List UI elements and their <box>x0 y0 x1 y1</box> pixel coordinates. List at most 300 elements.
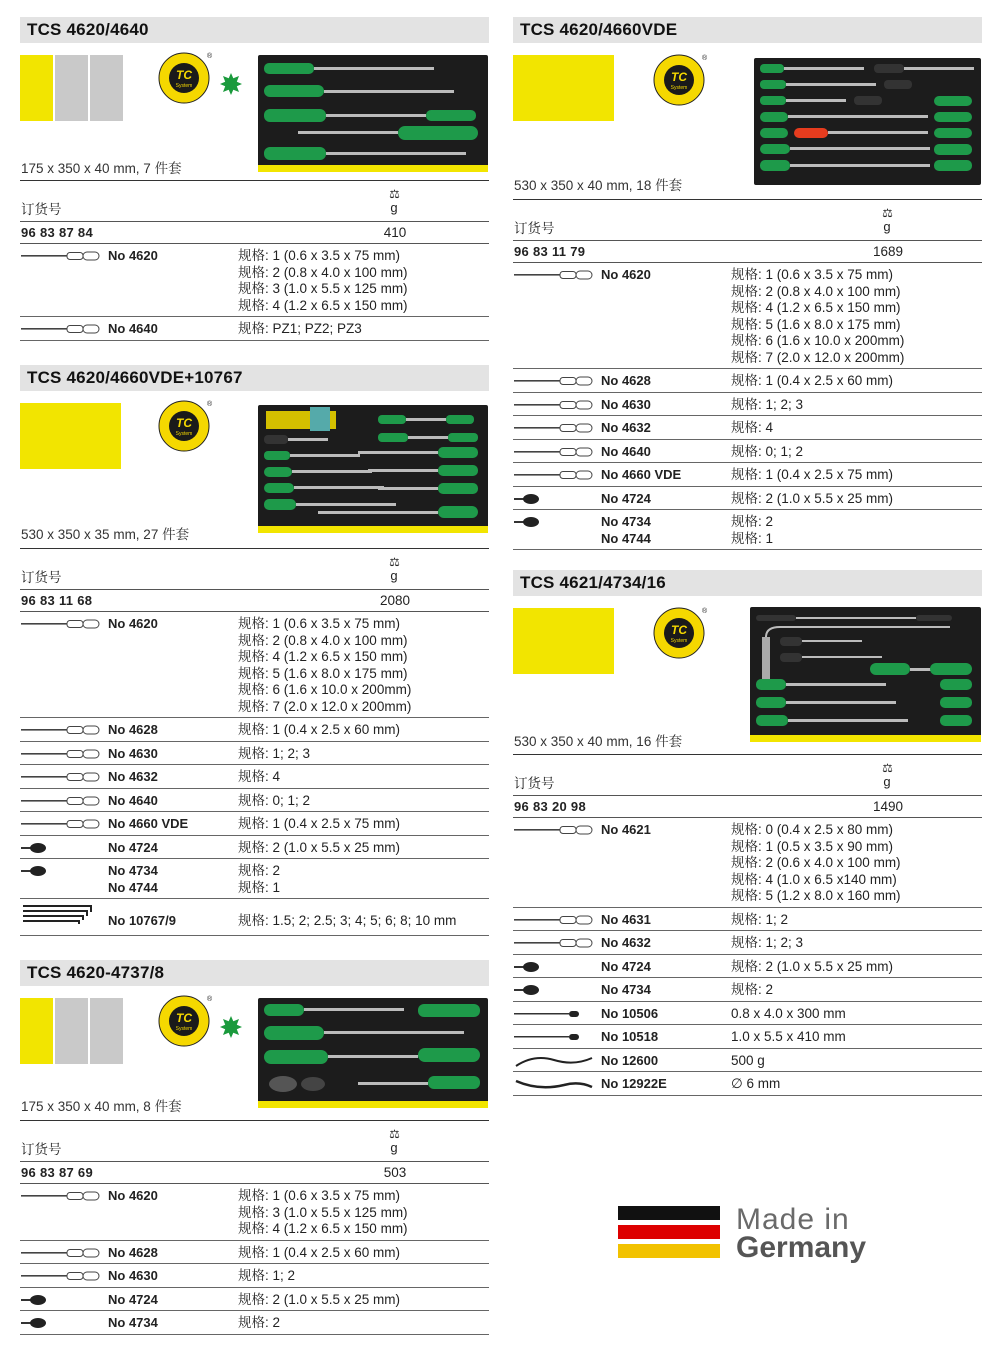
section-title: TCS 4620/4660VDE <box>513 17 982 43</box>
order-table <box>513 199 982 550</box>
item-number <box>601 1029 658 1046</box>
color-swatches <box>513 55 616 121</box>
tool-icon <box>21 1293 101 1307</box>
section-tcs-4620-4640 <box>20 17 489 336</box>
spec-line: 500 g <box>731 1052 765 1068</box>
table-row <box>513 440 982 464</box>
svg-text:®: ® <box>207 401 213 408</box>
table-row <box>513 818 982 908</box>
order-number-label: 订货号 <box>514 221 555 236</box>
table-row <box>20 612 489 718</box>
flag-stripe-gold <box>618 1244 720 1258</box>
spec-line: 规格: 4 (1.0 x 6.5 x140 mm) <box>731 871 897 887</box>
table-row <box>20 742 489 766</box>
spec-line: 规格: 4 (1.2 x 6.5 x 150 mm) <box>238 649 408 664</box>
item-number-line: No 4744 <box>601 530 651 546</box>
green-star-icon <box>220 73 242 95</box>
table-row <box>20 317 489 341</box>
item-specs <box>731 514 982 547</box>
section-title: TCS 4621/4734/16 <box>513 570 982 596</box>
unit-text: g <box>390 568 398 583</box>
table-row <box>513 416 982 440</box>
swatch-grey <box>55 55 88 121</box>
spec-line: 规格: 2 (0.8 x 4.0 x 100 mm) <box>238 264 408 280</box>
dimensions-text: 175 x 350 x 40 mm, 8 件套 <box>21 1099 182 1114</box>
item-specs <box>238 1315 489 1332</box>
table-row <box>513 263 982 369</box>
item-number <box>601 935 651 952</box>
weight-value: 410 <box>383 225 407 240</box>
table-row <box>20 1311 489 1335</box>
table-row <box>20 718 489 742</box>
item-specs <box>731 935 982 952</box>
item-number <box>601 514 651 547</box>
dimensions-text: 175 x 350 x 40 mm, 7 件套 <box>21 161 182 176</box>
item-number <box>601 373 651 390</box>
tool-icon <box>21 864 101 878</box>
tool-icon <box>514 492 594 506</box>
item-number <box>108 248 158 265</box>
table-row <box>20 1241 489 1265</box>
item-number <box>108 913 176 930</box>
spec-line: 规格: 1 (0.6 x 3.5 x 75 mm) <box>238 248 401 263</box>
tool-icon <box>514 960 594 974</box>
tool-icon <box>514 823 594 837</box>
spec-line: 规格: 1 (0.6 x 3.5 x 75 mm) <box>238 1188 401 1203</box>
item-number-line: No 4621 <box>601 822 651 837</box>
item-number <box>601 1076 667 1093</box>
order-number: 96 83 87 69 <box>21 1165 93 1180</box>
swatch-yellow <box>513 55 614 121</box>
order-number-label: 订货号 <box>21 1142 62 1157</box>
order-number: 96 83 20 98 <box>514 799 586 814</box>
table-row <box>20 244 489 317</box>
item-number-line: No 4734 <box>601 514 651 529</box>
spec-line: 规格: 2 (0.8 x 4.0 x 100 mm) <box>731 283 901 299</box>
item-specs <box>238 321 489 338</box>
green-star-icon <box>220 1016 242 1038</box>
weight-value: 1689 <box>872 244 904 259</box>
tc-system-badge-icon <box>158 995 213 1047</box>
item-number <box>601 959 651 976</box>
scale-icon: ⚖ <box>882 206 892 220</box>
item-specs <box>731 491 982 508</box>
item-number <box>108 1315 158 1332</box>
item-number <box>601 420 651 437</box>
spec-line: 规格: 1.5; 2; 2.5; 3; 4; 5; 6; 8; 10 mm <box>238 913 457 928</box>
item-specs <box>238 1292 489 1309</box>
spec-line: 规格: 7 (2.0 x 12.0 x 200mm) <box>238 698 412 714</box>
item-number-line: No 12600 <box>601 1052 659 1068</box>
table-row <box>20 1184 489 1241</box>
item-specs <box>238 863 489 896</box>
color-swatches <box>20 55 125 121</box>
order-row <box>20 1162 489 1184</box>
item-number-line: No 4630 <box>108 745 158 761</box>
item-number <box>108 1268 158 1285</box>
item-specs <box>238 769 489 786</box>
table-row <box>513 393 982 417</box>
table-header <box>513 200 982 241</box>
svg-text:®: ® <box>702 55 708 62</box>
item-number-line: No 4620 <box>108 248 158 263</box>
item-number <box>601 491 651 508</box>
item-specs <box>238 793 489 810</box>
spec-line: 规格: 2 <box>731 982 774 997</box>
tool-icon <box>21 723 101 737</box>
order-row <box>20 590 489 612</box>
table-row <box>513 908 982 932</box>
order-number: 96 83 11 68 <box>21 593 93 608</box>
table-row <box>20 812 489 836</box>
order-row <box>513 241 982 263</box>
spec-line: 规格: 4 (1.2 x 6.5 x 150 mm) <box>238 1221 408 1236</box>
table-header <box>20 1121 489 1162</box>
badge-tc-text: TC <box>176 416 192 430</box>
spec-line: 规格: 2 (1.0 x 5.5 x 25 mm) <box>731 958 894 974</box>
product-photo <box>258 405 488 533</box>
item-number-line: No 4734 <box>601 982 651 997</box>
spec-line: 规格: 5 (1.6 x 8.0 x 175 mm) <box>238 665 408 681</box>
tool-icon <box>21 1189 101 1203</box>
item-number <box>601 267 651 284</box>
table-row <box>513 463 982 487</box>
weight-unit <box>875 206 899 234</box>
tool-icon <box>21 1246 101 1260</box>
dimensions-text: 530 x 350 x 40 mm, 18 件套 <box>514 178 683 193</box>
tool-icon <box>514 936 594 950</box>
item-specs <box>238 746 489 763</box>
item-number <box>601 982 651 999</box>
table-row <box>513 1025 982 1049</box>
order-number-label: 订货号 <box>21 570 62 585</box>
table-row <box>20 789 489 813</box>
spec-line: 规格: 7 (2.0 x 12.0 x 200mm) <box>731 349 905 365</box>
item-number-line: No 4724 <box>108 839 158 855</box>
spec-line: 规格: 1 (0.4 x 2.5 x 75 mm) <box>731 467 894 482</box>
table-row <box>513 955 982 979</box>
item-number-line: No 10506 <box>601 1005 659 1021</box>
spec-line: 规格: 2 <box>238 863 281 878</box>
tool-icon <box>21 249 101 263</box>
item-number <box>108 816 188 833</box>
spec-line: 规格: 1 (0.4 x 2.5 x 60 mm) <box>238 722 401 737</box>
swatch-grey <box>90 998 123 1064</box>
item-specs <box>731 1076 982 1093</box>
tool-icon <box>21 322 101 336</box>
table-header <box>20 181 489 222</box>
order-row <box>513 796 982 818</box>
item-specs <box>731 1006 982 1023</box>
flag-stripe-red <box>618 1225 720 1239</box>
item-number-line: No 10767/9 <box>108 913 176 928</box>
tool-icon <box>514 1077 594 1091</box>
tool-icon <box>21 1269 101 1283</box>
spec-line: 规格: PZ1; PZ2; PZ3 <box>238 321 362 336</box>
tool-icon <box>514 374 594 388</box>
table-row <box>513 931 982 955</box>
order-row <box>20 222 489 244</box>
dimensions-text: 530 x 350 x 40 mm, 16 件套 <box>514 734 683 749</box>
item-number <box>108 722 158 739</box>
item-number <box>108 321 158 338</box>
weight-value: 1490 <box>872 799 904 814</box>
table-header <box>20 549 489 590</box>
item-number-line: No 4620 <box>108 1188 158 1203</box>
tool-icon <box>514 913 594 927</box>
item-number <box>601 1006 658 1023</box>
item-specs <box>238 903 489 930</box>
dimensions-text: 530 x 350 x 35 mm, 27 件套 <box>21 527 190 542</box>
product-photo <box>258 998 488 1108</box>
spec-line: 规格: 3 (1.0 x 5.5 x 125 mm) <box>238 1204 408 1220</box>
item-number-line: No 4632 <box>601 935 651 950</box>
unit-text: g <box>883 219 891 234</box>
item-number <box>601 822 651 839</box>
section-title: TCS 4620/4660VDE+10767 <box>20 365 489 391</box>
table-row <box>20 765 489 789</box>
item-number-line: No 4744 <box>108 879 158 895</box>
tool-icon <box>21 747 101 761</box>
spec-line: 规格: 1 (0.5 x 3.5 x 90 mm) <box>731 838 894 854</box>
item-specs <box>731 822 982 905</box>
item-number-line: No 4640 <box>108 321 158 336</box>
item-number <box>108 793 158 810</box>
order-table <box>513 754 982 1096</box>
item-number <box>108 1245 158 1262</box>
table-header <box>513 755 982 796</box>
tool-icon <box>514 268 594 282</box>
section-title: TCS 4620-4737/8 <box>20 960 489 986</box>
badge-system-text: System <box>175 83 193 89</box>
item-specs <box>731 912 982 929</box>
item-specs <box>238 1188 489 1238</box>
section-tcs-4620-4660vde <box>513 17 982 546</box>
item-rows <box>513 263 982 550</box>
tool-icon <box>21 1316 101 1330</box>
spec-line: 规格: 4 <box>238 769 281 784</box>
spec-line: 规格: 1 (0.4 x 2.5 x 60 mm) <box>731 373 894 388</box>
spec-line: 规格: 6 (1.6 x 10.0 x 200mm) <box>731 333 905 348</box>
order-table <box>20 548 489 936</box>
item-number <box>108 863 158 896</box>
item-specs <box>731 1053 982 1070</box>
table-row <box>513 510 982 550</box>
spec-line: 规格: 4 (1.2 x 6.5 x 150 mm) <box>731 300 901 315</box>
tool-icon <box>21 902 101 928</box>
table-row <box>20 836 489 860</box>
item-specs <box>731 467 982 484</box>
item-specs <box>238 840 489 857</box>
tc-system-badge-icon <box>653 54 708 106</box>
spec-line: 规格: 1 <box>731 530 774 546</box>
spec-line: 规格: 1; 2 <box>731 911 789 927</box>
item-number-line: No 4628 <box>601 373 651 388</box>
swatch-grey <box>90 55 123 121</box>
weight-value: 2080 <box>379 593 411 608</box>
item-rows <box>20 1184 489 1335</box>
item-specs <box>731 1029 982 1046</box>
spec-line: 规格: 0; 1; 2 <box>238 792 311 808</box>
item-number-line: No 4628 <box>108 1244 158 1260</box>
weight-unit <box>382 1127 406 1155</box>
scale-icon: ⚖ <box>389 555 399 569</box>
color-swatches <box>513 608 616 674</box>
tool-icon <box>514 1007 594 1021</box>
badge-system-text: System <box>670 85 688 91</box>
tool-icon <box>514 1030 594 1044</box>
item-number-line: No 4620 <box>108 616 158 631</box>
item-number <box>108 769 158 786</box>
spec-line: 规格: 0; 1; 2 <box>731 443 804 459</box>
item-rows <box>20 244 489 341</box>
item-number-line: No 12922E <box>601 1076 667 1091</box>
weight-unit <box>382 555 406 583</box>
item-rows <box>513 818 982 1096</box>
item-specs <box>238 1245 489 1262</box>
swatch-yellow <box>20 55 53 121</box>
item-number <box>108 840 158 857</box>
spec-line: 规格: 4 <box>731 420 774 435</box>
item-number <box>108 746 158 763</box>
item-specs <box>731 444 982 461</box>
tool-icon <box>514 515 594 529</box>
table-row <box>20 1264 489 1288</box>
tool-icon <box>514 983 594 997</box>
item-rows <box>20 612 489 936</box>
spec-line: 1.0 x 5.5 x 410 mm <box>731 1029 846 1044</box>
spec-line: 规格: 2 (1.0 x 5.5 x 25 mm) <box>238 1291 401 1307</box>
section-title: TCS 4620/4640 <box>20 17 489 43</box>
product-photo <box>750 607 981 742</box>
tc-system-badge-icon <box>158 400 213 452</box>
badge-tc-text: TC <box>671 70 687 84</box>
product-photo <box>754 58 981 185</box>
item-number-line: No 4620 <box>601 267 651 282</box>
tool-icon <box>21 770 101 784</box>
tool-icon <box>514 421 594 435</box>
spec-line: 规格: 2 (1.0 x 5.5 x 25 mm) <box>731 490 894 506</box>
item-number <box>108 616 158 633</box>
spec-line: 规格: 6 (1.6 x 10.0 x 200mm) <box>238 682 412 697</box>
weight-unit <box>875 761 899 789</box>
tool-icon <box>21 841 101 855</box>
spec-line: 规格: 3 (1.0 x 5.5 x 125 mm) <box>238 281 408 296</box>
swatch-yellow <box>513 608 614 674</box>
section-tcs-4621-4734-16 <box>513 570 982 1091</box>
table-row <box>513 1072 982 1096</box>
spec-line: 规格: 2 <box>238 1315 281 1330</box>
unit-text: g <box>883 774 891 789</box>
tool-icon <box>21 794 101 808</box>
swatch-grey <box>55 998 88 1064</box>
item-number <box>601 467 681 484</box>
spec-line: 规格: 1 (0.4 x 2.5 x 75 mm) <box>238 816 401 831</box>
table-row <box>513 1049 982 1073</box>
item-number <box>108 1188 158 1205</box>
item-number-line: No 4632 <box>108 769 158 784</box>
item-number-line: No 4640 <box>108 792 158 808</box>
item-number <box>601 912 651 929</box>
tool-icon <box>514 398 594 412</box>
swatch-yellow <box>20 403 121 469</box>
item-specs <box>731 420 982 437</box>
item-specs <box>731 982 982 999</box>
item-specs <box>238 616 489 715</box>
spec-line: 规格: 1; 2 <box>238 1268 296 1283</box>
badge-tc-text: TC <box>176 1011 192 1025</box>
spec-line: 规格: 1; 2; 3 <box>731 935 804 950</box>
item-number-line: No 4724 <box>601 490 651 506</box>
item-number-line: No 4640 <box>601 443 651 459</box>
order-number-label: 订货号 <box>21 202 62 217</box>
order-number: 96 83 87 84 <box>21 225 93 240</box>
tool-icon <box>514 1054 594 1068</box>
unit-text: g <box>390 200 398 215</box>
item-number-line: No 4724 <box>108 1291 158 1307</box>
item-number-line: No 4724 <box>601 958 651 974</box>
order-number: 96 83 11 79 <box>514 244 586 259</box>
svg-text:®: ® <box>207 53 213 60</box>
flag-stripe-black <box>618 1206 720 1220</box>
scale-icon: ⚖ <box>882 761 892 775</box>
item-specs <box>731 267 982 366</box>
order-table <box>20 180 489 341</box>
svg-text:®: ® <box>207 996 213 1003</box>
tool-icon <box>514 445 594 459</box>
badge-system-text: System <box>175 431 193 437</box>
spec-line: 规格: 1; 2; 3 <box>238 745 311 761</box>
spec-line: 规格: 5 (1.6 x 8.0 x 175 mm) <box>731 316 901 332</box>
item-number-line: No 10518 <box>601 1029 659 1044</box>
item-specs <box>731 959 982 976</box>
item-specs <box>731 373 982 390</box>
order-number-label: 订货号 <box>514 776 555 791</box>
table-row <box>20 899 489 936</box>
tc-system-badge-icon <box>653 607 708 659</box>
item-number-line: No 4631 <box>601 911 651 927</box>
spec-line: 规格: 2 (0.6 x 4.0 x 100 mm) <box>731 855 901 870</box>
spec-line: 规格: 1 <box>238 879 281 895</box>
table-row <box>20 1288 489 1312</box>
svg-text:®: ® <box>702 608 708 615</box>
item-number-line: No 4632 <box>601 420 651 435</box>
spec-line: 0.8 x 4.0 x 300 mm <box>731 1005 846 1021</box>
spec-line: ∅ 6 mm <box>731 1076 781 1091</box>
tc-system-badge-icon <box>158 52 213 104</box>
table-row <box>513 978 982 1002</box>
badge-tc-text: TC <box>176 68 192 82</box>
item-number <box>601 444 651 461</box>
spec-line: 规格: 4 (1.2 x 6.5 x 150 mm) <box>238 297 408 313</box>
made-in-text: Made in <box>736 1203 850 1236</box>
badge-system-text: System <box>175 1026 193 1032</box>
item-number-line: No 4660 VDE <box>601 467 682 482</box>
spec-line: 规格: 2 (1.0 x 5.5 x 25 mm) <box>238 839 401 855</box>
tool-icon <box>21 817 101 831</box>
spec-line: 规格: 1 (0.4 x 2.5 x 60 mm) <box>238 1244 401 1260</box>
section-tcs-4620-4660vde-10767 <box>20 365 489 928</box>
item-number-line: No 4734 <box>108 1315 158 1330</box>
weight-unit <box>382 187 406 215</box>
spec-line: 规格: 2 <box>731 514 774 529</box>
order-table <box>20 1120 489 1335</box>
spec-line: 规格: 1 (0.6 x 3.5 x 75 mm) <box>731 267 894 282</box>
table-row <box>20 859 489 899</box>
spec-line: 规格: 1 (0.6 x 3.5 x 75 mm) <box>238 616 401 631</box>
section-tcs-4620-4737-8 <box>20 960 489 1330</box>
table-row <box>513 369 982 393</box>
